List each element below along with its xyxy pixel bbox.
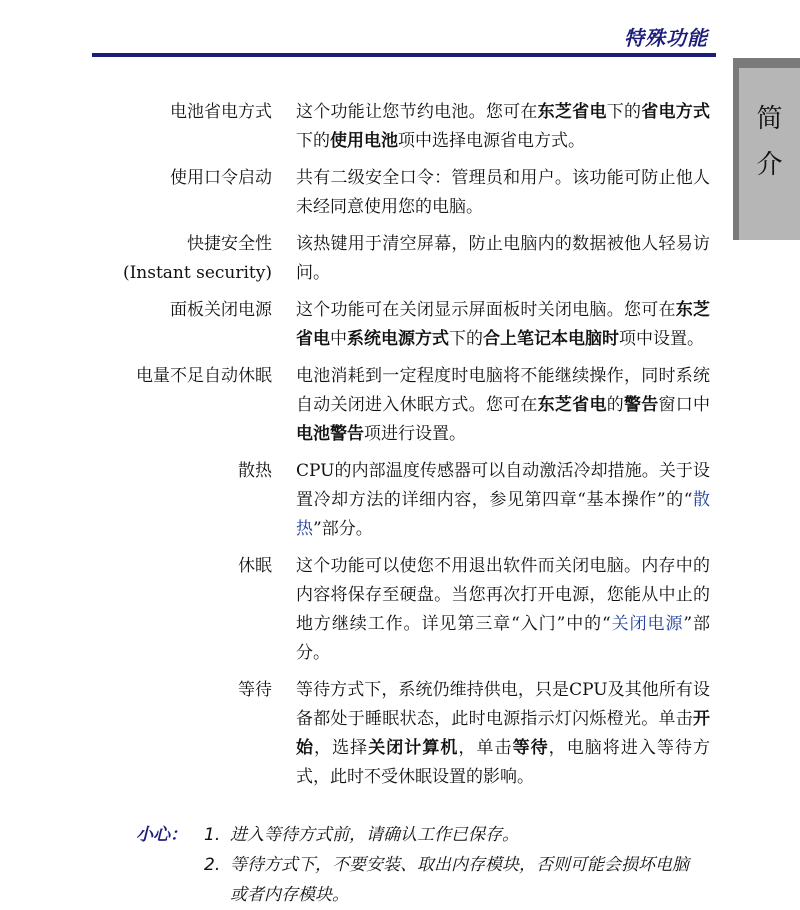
description-text: 电池消耗到一定程度时电脑将不能继续操作，同时系统自动关闭进入休眠方式。您可在 [296, 366, 710, 415]
feature-entry [0, 98, 720, 156]
feature-term [12, 164, 272, 193]
description-text: 共有二级安全口令：管理员和用户。该功能可防止他人未经同意使用您的电脑。 [296, 168, 710, 217]
feature-term-line: 散热 [238, 461, 272, 481]
description-text: 中 [330, 329, 347, 349]
feature-term-line: 快捷安全性 [187, 234, 272, 254]
feature-description [296, 552, 710, 668]
ui-term: 合上笔记本电脑时 [483, 329, 619, 349]
description-text: ，选择 [314, 738, 369, 758]
description-text: 项进行设置。 [364, 424, 466, 444]
description-text: 下的 [606, 102, 642, 122]
description-text: 项中设置。 [619, 329, 704, 349]
caution-item-text: 等待方式下，不要安装、取出内存模块，否则可能会损坏电脑或者内存模块。 [230, 855, 689, 905]
caution-label: 小心： [136, 825, 187, 845]
description-text: ”部分。 [313, 519, 373, 539]
feature-description [296, 98, 710, 156]
feature-term-line: 电池省电方式 [170, 102, 272, 122]
ui-term: 省电方式 [641, 102, 711, 122]
feature-term-line: (Instant security) [122, 263, 272, 283]
feature-term-line: 休眠 [238, 556, 272, 576]
feature-term [12, 296, 272, 325]
feature-entry [0, 164, 720, 222]
section-title: 特殊功能 [624, 26, 708, 50]
ui-term: 系统电源方式 [347, 329, 449, 349]
description-text: CPU的内部温度传感器可以自动激活冷却措施。关于设置冷却方法的详细内容，参见第四章“基本操作”的“ [296, 461, 710, 510]
ui-term: 东芝省电 [296, 300, 711, 349]
feature-term [12, 230, 272, 288]
feature-description [296, 230, 710, 288]
caution-item [204, 820, 696, 850]
description-text: 该热键用于清空屏幕，防止电脑内的数据被他人轻易访问。 [296, 234, 710, 283]
feature-entry [0, 457, 720, 544]
feature-description [296, 164, 710, 222]
ui-term: 关闭计算机 [368, 738, 459, 758]
caution-list [204, 820, 696, 910]
caution-note [136, 820, 696, 910]
chapter-tab-char: 介 [756, 150, 783, 180]
description-text: 这个功能让您节约电池。您可在 [296, 102, 538, 122]
description-text: ，电脑将进入等待方式，此时不受休眠设置的影响。 [296, 738, 711, 787]
feature-description [296, 457, 710, 544]
description-text: 等待方式下，系统仍维持供电，只是CPU及其他所有设备都处于睡眠状态，此时电源指示灯闪烁橙光。单击 [296, 680, 710, 729]
cross-reference-link[interactable]: 散热 [296, 490, 711, 539]
ui-term: 东芝省电 [537, 395, 607, 415]
feature-description [296, 296, 710, 354]
caution-item [204, 850, 696, 910]
description-text: 这个功能可在关闭显示屏面板时关闭电脑。您可在 [296, 300, 676, 320]
ui-term: 等待 [512, 738, 549, 758]
feature-entry [0, 296, 720, 354]
description-text: ”部分。 [296, 614, 711, 663]
description-text: 下的 [449, 329, 483, 349]
caution-item-text: 进入等待方式前，请确认工作已保存。 [230, 825, 519, 845]
ui-term: 开始 [296, 709, 710, 758]
feature-description [296, 362, 710, 449]
description-text: 项中选择电源省电方式。 [398, 131, 585, 151]
description-text: ，单击 [458, 738, 513, 758]
ui-term: 使用电池 [330, 131, 398, 151]
description-text: 窗口中 [658, 395, 711, 415]
feature-term-line: 面板关闭电源 [170, 300, 272, 320]
ui-term: 警告 [623, 395, 659, 415]
cross-reference-link[interactable]: 关闭电源 [610, 614, 684, 634]
feature-term [12, 457, 272, 486]
chapter-tab-label [739, 96, 800, 188]
feature-description [296, 676, 710, 792]
feature-entry [0, 230, 720, 288]
feature-entry [0, 362, 720, 449]
feature-term-line: 电量不足自动休眠 [136, 366, 272, 386]
description-text: 这个功能可以使您不用退出软件而关闭电脑。内存中的内容将保存至硬盘。当您再次打开电源，您能从中止的地方继续工作。详见第三章“入门”中的“ [296, 556, 710, 634]
feature-term-line: 等待 [238, 680, 272, 700]
feature-entry [0, 552, 720, 668]
header-rule [92, 53, 716, 57]
feature-term [12, 552, 272, 581]
feature-term-line: 使用口令启动 [170, 168, 272, 188]
ui-term: 东芝省电 [537, 102, 607, 122]
ui-term: 电池警告 [296, 424, 364, 444]
chapter-tab-char: 简 [756, 104, 783, 134]
feature-term [12, 98, 272, 127]
description-text: 下的 [296, 131, 330, 151]
feature-term [12, 362, 272, 391]
feature-list [0, 98, 720, 800]
description-text: 的 [606, 395, 624, 415]
caution-item-number: 2. [204, 855, 221, 875]
feature-term [12, 676, 272, 705]
caution-item-number: 1. [204, 825, 221, 845]
feature-entry [0, 676, 720, 792]
